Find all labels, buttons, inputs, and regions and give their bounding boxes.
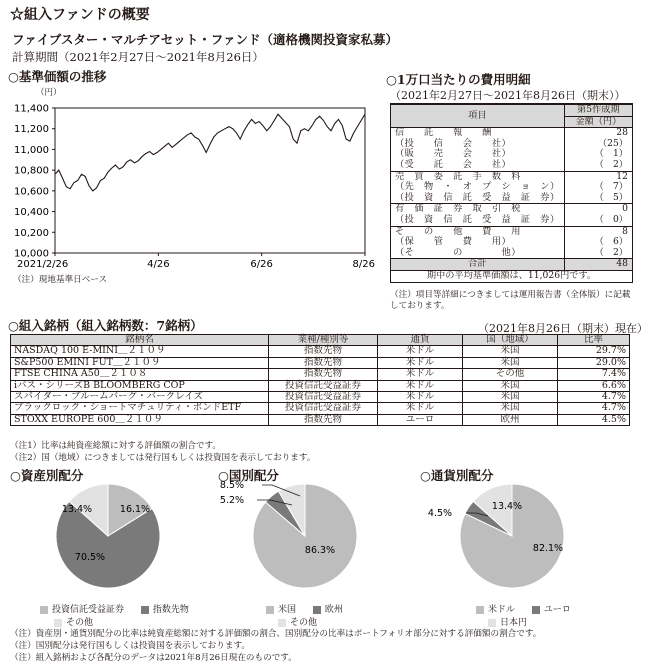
pie-slice-label: 4.5%: [427, 508, 453, 519]
holding-name: FTSE CHINA A50＿２１０８: [11, 369, 269, 380]
holding-country: 米国: [463, 357, 558, 368]
holdings-col-currency: 通貨: [378, 335, 463, 346]
y-tick-label: 11,000: [14, 144, 49, 156]
holding-name: NASDAQ 100 E-MINI＿２１０９: [11, 346, 269, 357]
pie-slice-label: 5.2%: [219, 495, 245, 506]
cost-row: [391, 160, 632, 171]
holding-ratio: 7.4%: [558, 369, 630, 380]
cost-row: [391, 248, 632, 259]
legend-item: 米国: [266, 605, 296, 615]
holding-ratio: 6.6%: [558, 380, 630, 391]
cost-row-value: （ 2）: [564, 160, 632, 171]
pie-chart: [56, 484, 160, 588]
cost-note: （注）項目等詳細につきましては運用報告書（全体版）に記載しております。: [390, 290, 631, 311]
holding-ratio: 29.0%: [558, 357, 630, 368]
holdings-note-1: （注1）比率は純資産総額に対する評価額の割合です。: [10, 441, 222, 451]
cost-col-amount: 金額（円）: [564, 116, 632, 128]
asset-legend: [40, 602, 189, 628]
holding-row: [11, 346, 630, 357]
y-tick-label: 11,200: [14, 124, 49, 136]
holdings-table: [10, 334, 630, 426]
holdings-col-country: 国（地域）: [463, 335, 558, 346]
legend-item: その他: [54, 618, 93, 628]
holdings-col-name: 銘柄名: [11, 335, 269, 346]
currency-pie-heading: ○通貨別配分: [420, 468, 494, 483]
legend-item: 指数先物: [141, 605, 189, 615]
cost-row-label: （先 物 ・ オ プ シ ョ ン）: [395, 181, 560, 193]
cost-col-period: 第5作成期: [564, 105, 632, 116]
cost-row-label: 売 買 委 託 手 数 料: [391, 171, 564, 182]
holding-type: 指数先物: [269, 414, 378, 425]
legend-item: 欧州: [313, 605, 343, 615]
holding-ratio: 4.7%: [558, 392, 630, 403]
cost-period: （2021年2月27日～2021年8月26日（期末））: [390, 89, 626, 102]
nav-note: （注）現地基準日ベース: [13, 275, 108, 285]
holding-country: 米国: [463, 346, 558, 357]
legend-item: ユーロ: [532, 605, 571, 615]
holding-type: 指数先物: [269, 357, 378, 368]
cost-table-box: [390, 103, 633, 283]
footnote-1: （注）資産別・通貨別配分の比率は純資産総額に対する評価額の割合、国別配分の比率はポートフォリオ部分に対する評価額の割合です。: [10, 629, 542, 639]
cost-row-value: 8: [564, 226, 632, 237]
y-tick-label: 10,400: [14, 207, 49, 219]
cost-row-label: 信 託 報 酬: [391, 128, 564, 139]
holding-name: ブラックロック・ショートマチュリティ・ボンドETF: [11, 403, 269, 414]
x-tick-label: 2021/2/26: [17, 259, 69, 270]
cost-row-value: （ 7）: [564, 182, 632, 193]
pie-slice-label: 13.4%: [491, 501, 523, 512]
cost-row-label: （投 資 信 託 受 益 証 券）: [395, 191, 560, 203]
legend-item: 日本円: [488, 618, 527, 628]
cost-row-value: 0: [564, 204, 632, 215]
holding-name: iパス・シリーズB BLOOMBERG COP: [11, 380, 269, 391]
holdings-col-type: 業種/種別等: [269, 335, 378, 346]
y-tick-label: 10,000: [14, 248, 49, 260]
holding-currency: 米ドル: [378, 357, 463, 368]
holdings-as-of: （2021年8月26日（期末）現在）: [478, 322, 648, 335]
pie-chart: [460, 484, 564, 588]
fund-name: ファイブスター・マルチアセット・ファンド（適格機関投資家私募）: [12, 32, 399, 47]
holding-country: 欧州: [463, 414, 558, 425]
cost-row-value: 28: [564, 128, 632, 139]
cost-row-label: （保 管 費 用）: [395, 236, 512, 248]
cost-row-label: （そ の 他）: [395, 246, 521, 258]
cost-row-value: （ 1）: [564, 149, 632, 160]
cost-row-label: （受 託 会 社）: [395, 158, 512, 170]
y-tick-label: 11,400: [14, 103, 49, 115]
y-tick-label: 10,600: [14, 186, 49, 198]
cost-row-value: （25）: [564, 139, 632, 150]
holding-ratio: 4.7%: [558, 403, 630, 414]
holding-country: その他: [463, 369, 558, 380]
holding-currency: 米ドル: [378, 403, 463, 414]
asset-pie-heading: ○資産別配分: [10, 468, 84, 483]
footnote-2: （注）国別配分は発行国もしくは投資国を表示しております。: [10, 641, 250, 651]
cost-row-label: （販 売 会 社）: [395, 148, 512, 160]
pie-slice-label: 8.5%: [219, 480, 245, 491]
pie-slice-label: 86.3%: [304, 545, 336, 556]
pie-slice-label: 13.4%: [61, 504, 93, 515]
nav-series-line: [55, 114, 365, 191]
country-legend: [266, 602, 343, 628]
holding-type: 投資信託受益証券: [269, 380, 378, 391]
nav-heading: ○基準価額の推移: [8, 69, 107, 84]
holding-name: スパイダー・ブルームバーグ・バークレイズ: [11, 392, 269, 403]
cost-row-value: 12: [564, 171, 632, 182]
holding-row: [11, 414, 630, 425]
holding-name: S&P500 EMINI FUT＿２１０９: [11, 357, 269, 368]
calc-period: 計算期間（2021年2月27日～2021年8月26日）: [12, 50, 264, 64]
currency-legend: [476, 602, 571, 628]
legend-item: 投資信託受益証券: [40, 605, 124, 615]
cost-row: [391, 215, 632, 226]
cost-row-label: （投 資 信 託 受 益 証 券）: [395, 213, 560, 225]
cost-row-label: 有 価 証 券 取 引 税: [391, 204, 564, 215]
y-tick-label: 10,800: [14, 165, 49, 177]
legend-item: 米ドル: [476, 605, 515, 615]
page-title: ☆組入ファンドの概要: [10, 7, 150, 23]
cost-total-value: 48: [564, 259, 632, 271]
holding-currency: 米ドル: [378, 369, 463, 380]
x-tick-label: 4/26: [147, 259, 170, 270]
holding-country: 米国: [463, 403, 558, 414]
holdings-heading: ○組入銘柄（組入銘柄数：7銘柄）: [8, 318, 203, 333]
cost-row-value: （ 5）: [564, 193, 632, 204]
cost-col-item: 項目: [468, 109, 487, 121]
pie-slice-label: 16.1%: [119, 504, 151, 515]
holding-name: STOXX EUROPE 600＿２１０９: [11, 414, 269, 425]
holdings-note-2: （注2）国（地域）につきましては発行国もしくは投資国を表示しております。: [10, 453, 316, 463]
holding-currency: 米ドル: [378, 392, 463, 403]
holding-row: [11, 380, 630, 391]
holding-type: 指数先物: [269, 369, 378, 380]
holding-ratio: 4.5%: [558, 414, 630, 425]
holding-type: 投資信託受益証券: [269, 392, 378, 403]
x-tick-label: 8/26: [352, 259, 375, 270]
pie-slice-label: 82.1%: [532, 543, 564, 554]
holding-currency: 米ドル: [378, 346, 463, 357]
pie-slice-label: 70.5%: [74, 552, 106, 563]
cost-average-note: 期中の平均基準価額は、11,026円です。: [391, 270, 632, 281]
holding-row: [11, 403, 630, 414]
holding-row: [11, 369, 630, 380]
nav-unit: （円）: [36, 88, 62, 98]
cost-row-value: （ 0）: [564, 215, 632, 226]
cost-row-value: （ 2）: [564, 248, 632, 259]
footnote-3: （注）組入銘柄および各配分のデータは2021年8月26日現在のものです。: [10, 653, 297, 663]
x-tick-label: 6/26: [250, 259, 273, 270]
holding-country: 米国: [463, 380, 558, 391]
holding-currency: 米ドル: [378, 380, 463, 391]
cost-row-label: （投 信 会 社）: [395, 137, 512, 149]
holdings-col-ratio: 比率: [558, 335, 630, 346]
country-pie-heading: ○国別配分: [218, 468, 279, 483]
holding-country: 米国: [463, 392, 558, 403]
cost-row-value: （ 6）: [564, 237, 632, 248]
holding-type: 投資信託受益証券: [269, 403, 378, 414]
cost-total-label: 合計: [391, 259, 564, 271]
allocation-pie-charts: [0, 478, 650, 598]
holding-row: [11, 357, 630, 368]
holding-currency: ユーロ: [378, 414, 463, 425]
holding-type: 指数先物: [269, 346, 378, 357]
cost-heading: ○1万口当たりの費用明細: [386, 72, 531, 87]
nav-line-chart: [0, 92, 380, 272]
cost-row-label: そ の 他 費 用: [391, 226, 564, 237]
y-tick-label: 10,200: [14, 227, 49, 239]
legend-item: その他: [278, 618, 317, 628]
holding-ratio: 29.7%: [558, 346, 630, 357]
